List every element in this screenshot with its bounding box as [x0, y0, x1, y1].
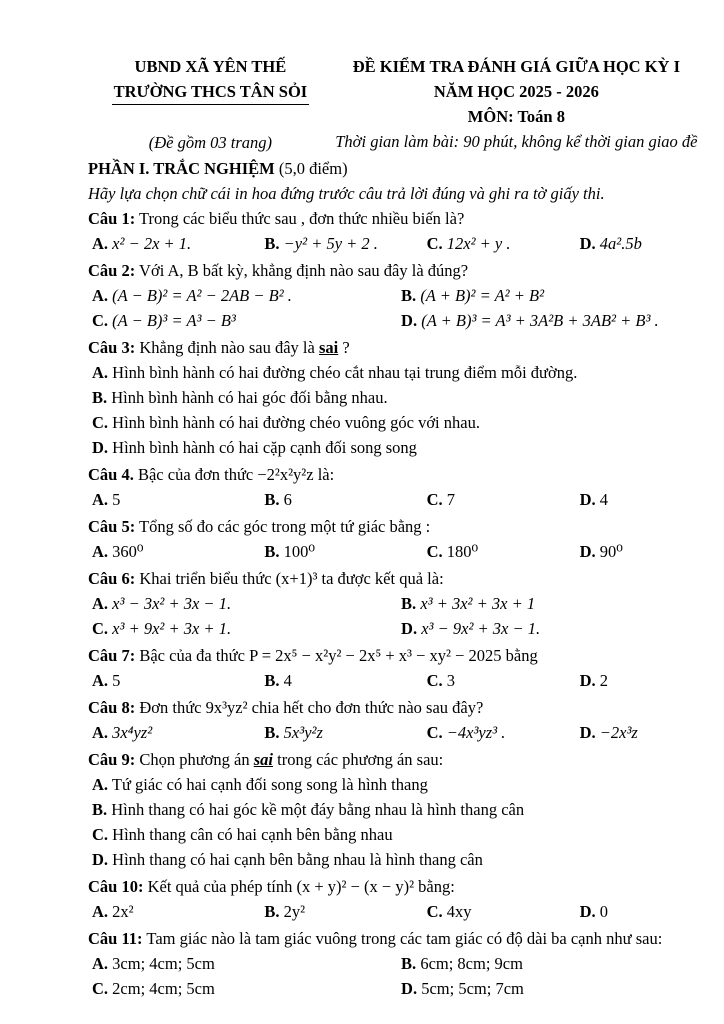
- option-b: [262, 668, 424, 693]
- option-text: 2x²: [112, 902, 134, 921]
- option-c: [425, 668, 578, 693]
- option-text: (A + B)² = A² + B²: [420, 286, 545, 305]
- option-text: 2: [599, 671, 608, 690]
- instruction-line: Hãy lựa chọn chữ cái in hoa đứng trước câu trả lời đúng và ghi ra tờ giấy thi.: [88, 184, 605, 203]
- option-label: C.: [426, 671, 443, 690]
- option-text: 7: [446, 490, 455, 509]
- option-text: 0: [599, 902, 608, 921]
- question-1: [88, 206, 700, 256]
- option-label: D.: [579, 671, 596, 690]
- option-a: [88, 231, 262, 256]
- option-d: [578, 539, 700, 564]
- option-label: C.: [426, 902, 443, 921]
- question-options: [88, 720, 700, 745]
- option-text: 4: [599, 490, 608, 509]
- option-label: A.: [92, 902, 109, 921]
- option-label: B.: [264, 234, 280, 253]
- school-year: NĂM HỌC 2025 - 2026: [433, 82, 599, 101]
- option-text: 5: [112, 671, 121, 690]
- option-c: [425, 539, 578, 564]
- pages-note: (Đề gồm 03 trang): [148, 133, 273, 152]
- option-d: [88, 435, 700, 460]
- question-options: [88, 231, 700, 256]
- question-number: Câu 6:: [88, 569, 136, 588]
- option-a: [88, 668, 262, 693]
- option-text: 360⁰: [112, 542, 144, 561]
- option-label: B.: [401, 954, 417, 973]
- option-d: [88, 847, 700, 872]
- option-c: [88, 616, 397, 641]
- question-line: [88, 514, 700, 539]
- option-c: [88, 976, 397, 1001]
- option-text: 12x² + y .: [446, 234, 511, 253]
- option-label: D.: [579, 902, 596, 921]
- question-number: Câu 9:: [88, 750, 136, 769]
- option-c: [88, 410, 700, 435]
- option-label: B.: [264, 671, 280, 690]
- option-b: [88, 797, 700, 822]
- question-text: Khẳng định nào sau đây là: [139, 338, 319, 357]
- option-label: C.: [92, 311, 109, 330]
- option-label: D.: [92, 438, 109, 457]
- option-text: −2x³z: [599, 723, 638, 742]
- option-label: C.: [92, 619, 109, 638]
- option-label: A.: [92, 775, 109, 794]
- time-note: Thời gian làm bài: 90 phút, không kể thời gian giao đề: [335, 132, 698, 151]
- option-label: B.: [92, 388, 108, 407]
- question-number: Câu 3:: [88, 338, 136, 357]
- question-options: [88, 539, 700, 564]
- question-number: Câu 5:: [88, 517, 136, 536]
- option-c: [88, 308, 397, 333]
- question-line: [88, 206, 700, 231]
- question-line: [88, 335, 700, 360]
- option-d: [578, 231, 700, 256]
- option-a: [88, 591, 397, 616]
- option-text: 6: [283, 490, 292, 509]
- option-c: [425, 487, 578, 512]
- option-label: A.: [92, 594, 109, 613]
- option-d: [578, 899, 700, 924]
- section-heading: [88, 156, 700, 181]
- question-7: [88, 643, 700, 693]
- issuing-authority: UBND XÃ YÊN THẾ: [134, 57, 287, 76]
- question-text: Đơn thức 9x³yz² chia hết cho đơn thức nào sau đây?: [139, 698, 484, 717]
- school-name: TRƯỜNG THCS TÂN SỎI: [112, 79, 310, 105]
- option-b: [397, 283, 700, 308]
- header-left-column: [88, 54, 333, 155]
- option-text: 3cm; 4cm; 5cm: [112, 954, 215, 973]
- option-a: [88, 899, 262, 924]
- question-line: [88, 874, 700, 899]
- option-label: A.: [92, 542, 109, 561]
- document-header: [88, 54, 700, 155]
- option-label: B.: [401, 594, 417, 613]
- option-text: Hình thang có hai góc kề một đáy bằng nhau là hình thang cân: [111, 800, 525, 819]
- question-line: [88, 926, 700, 951]
- question-options: [88, 487, 700, 512]
- option-d: [578, 487, 700, 512]
- option-label: A.: [92, 363, 109, 382]
- question-options: [88, 283, 700, 333]
- option-b: [262, 720, 424, 745]
- option-text: 5x³y²z: [283, 723, 323, 742]
- option-c: [88, 822, 700, 847]
- question-11: [88, 926, 700, 1001]
- option-text: 4: [283, 671, 292, 690]
- question-text: Trong các biểu thức sau , đơn thức nhiều biến là?: [139, 209, 465, 228]
- question-number: Câu 4.: [88, 465, 134, 484]
- question-6: [88, 566, 700, 641]
- option-text: 5cm; 5cm; 7cm: [421, 979, 524, 998]
- question-8: [88, 695, 700, 745]
- option-label: B.: [264, 723, 280, 742]
- option-text: x³ + 9x² + 3x + 1.: [112, 619, 232, 638]
- option-text: Hình thang có hai cạnh bên bằng nhau là hình thang cân: [112, 850, 483, 869]
- option-label: C.: [92, 979, 109, 998]
- question-text: Chọn phương án: [139, 750, 254, 769]
- option-label: B.: [264, 490, 280, 509]
- option-label: B.: [264, 542, 280, 561]
- question-number: Câu 1:: [88, 209, 136, 228]
- option-text: 5: [112, 490, 121, 509]
- question-3: [88, 335, 700, 460]
- option-text: Hình thang cân có hai cạnh bên bằng nhau: [112, 825, 393, 844]
- option-label: D.: [92, 850, 109, 869]
- option-label: C.: [426, 490, 443, 509]
- option-a: [88, 772, 700, 797]
- option-label: A.: [92, 490, 109, 509]
- option-label: B.: [401, 286, 417, 305]
- option-a: [88, 951, 397, 976]
- option-text: (A + B)³ = A³ + 3A²B + 3AB² + B³ .: [421, 311, 659, 330]
- option-d: [397, 308, 700, 333]
- option-d: [578, 720, 700, 745]
- option-text: x³ + 3x² + 3x + 1: [420, 594, 536, 613]
- option-d: [397, 976, 700, 1001]
- option-text: 90⁰: [599, 542, 623, 561]
- question-10: [88, 874, 700, 924]
- option-label: D.: [579, 542, 596, 561]
- question-line: [88, 643, 700, 668]
- question-options: [88, 899, 700, 924]
- question-line: [88, 566, 700, 591]
- questions: [88, 206, 700, 1001]
- option-text: 2y²: [283, 902, 306, 921]
- option-text: Hình bình hành có hai góc đối bằng nhau.: [111, 388, 388, 407]
- question-text: Tam giác nào là tam giác vuông trong các tam giác có độ dài ba cạnh như sau:: [146, 929, 663, 948]
- option-label: A.: [92, 671, 109, 690]
- option-label: A.: [92, 723, 109, 742]
- question-text: Bậc của đơn thức −2²x²y²z là:: [137, 465, 335, 484]
- option-a: [88, 487, 262, 512]
- question-5: [88, 514, 700, 564]
- option-text: Tứ giác có hai cạnh đối song song là hình thang: [111, 775, 428, 794]
- option-b: [397, 591, 700, 616]
- option-label: C.: [426, 723, 443, 742]
- question-text: Kết quả của phép tính (x + y)² − (x − y)² bằng:: [147, 877, 455, 896]
- option-text: Hình bình hành có hai đường chéo cắt nhau tại trung điểm mỗi đường.: [112, 363, 578, 382]
- section-title: PHẦN I. TRẮC NGHIỆM: [88, 159, 275, 178]
- option-b: [397, 951, 700, 976]
- option-d: [578, 668, 700, 693]
- question-text-after: trong các phương án sau:: [272, 750, 444, 769]
- option-text: 3: [446, 671, 455, 690]
- option-label: B.: [264, 902, 280, 921]
- section-points: (5,0 điểm): [278, 159, 348, 178]
- question-number: Câu 2:: [88, 261, 136, 280]
- question-text: Với A, B bất kỳ, khẳng định nào sau đây là đúng?: [139, 261, 469, 280]
- question-options: [88, 591, 700, 641]
- question-text-after: ?: [338, 338, 350, 357]
- option-text: (A − B)³ = A³ − B³: [112, 311, 236, 330]
- option-label: C.: [426, 542, 443, 561]
- option-label: D.: [401, 619, 418, 638]
- question-text: Khai triển biểu thức (x+1)³ ta được kết quả là:: [139, 569, 444, 588]
- option-a: [88, 360, 700, 385]
- question-options: [88, 772, 700, 872]
- option-text: 2cm; 4cm; 5cm: [112, 979, 215, 998]
- option-c: [425, 899, 578, 924]
- option-label: C.: [92, 413, 109, 432]
- option-label: D.: [401, 311, 418, 330]
- option-b: [262, 231, 424, 256]
- question-number: Câu 10:: [88, 877, 144, 896]
- header-spacer: [88, 105, 333, 130]
- option-label: A.: [92, 286, 109, 305]
- question-line: [88, 258, 700, 283]
- option-label: C.: [92, 825, 109, 844]
- question-number: Câu 8:: [88, 698, 136, 717]
- option-text: x³ − 3x² + 3x − 1.: [112, 594, 232, 613]
- option-text: (A − B)² = A² − 2AB − B² .: [112, 286, 292, 305]
- question-number: Câu 11:: [88, 929, 143, 948]
- option-text: x³ − 9x² + 3x − 1.: [421, 619, 541, 638]
- option-text: Hình bình hành có hai đường chéo vuông góc với nhau.: [112, 413, 480, 432]
- option-text: 180⁰: [446, 542, 479, 561]
- question-options: [88, 360, 700, 460]
- option-b: [262, 487, 424, 512]
- question-4: [88, 462, 700, 512]
- question-line: [88, 695, 700, 720]
- option-label: D.: [579, 723, 596, 742]
- option-text: −y² + 5y + 2 .: [283, 234, 378, 253]
- option-label: D.: [401, 979, 418, 998]
- option-label: A.: [92, 234, 109, 253]
- option-text: Hình bình hành có hai cặp cạnh đối song song: [112, 438, 417, 457]
- question-text: Bậc của đa thức P = 2x⁵ − x²y² − 2x⁵ + x³ − xy² − 2025 bằng: [139, 646, 538, 665]
- option-label: D.: [579, 234, 596, 253]
- option-b: [262, 539, 424, 564]
- option-text: 6cm; 8cm; 9cm: [420, 954, 523, 973]
- question-text: Tổng số đo các góc trong một tứ giác bằng :: [139, 517, 431, 536]
- option-text: 100⁰: [283, 542, 316, 561]
- question-line: [88, 747, 700, 772]
- option-c: [425, 720, 578, 745]
- option-b: [88, 385, 700, 410]
- question-2: [88, 258, 700, 333]
- option-text: 3x⁴yz²: [112, 723, 153, 742]
- question-options: [88, 668, 700, 693]
- question-9: [88, 747, 700, 872]
- option-a: [88, 720, 262, 745]
- option-label: A.: [92, 954, 109, 973]
- question-options: [88, 951, 700, 1001]
- option-text: 4xy: [446, 902, 472, 921]
- question-number: Câu 7:: [88, 646, 136, 665]
- option-d: [397, 616, 700, 641]
- option-label: B.: [92, 800, 108, 819]
- question-line: [88, 462, 700, 487]
- option-c: [425, 231, 578, 256]
- option-a: [88, 539, 262, 564]
- header-right-column: [333, 54, 700, 155]
- option-text: 4a².5b: [599, 234, 642, 253]
- question-text-emphasis: sai: [318, 338, 339, 357]
- option-text: x² − 2x + 1.: [112, 234, 192, 253]
- option-text: −4x³yz³ .: [446, 723, 506, 742]
- option-label: D.: [579, 490, 596, 509]
- option-a: [88, 283, 397, 308]
- exam-title: ĐỀ KIỂM TRA ĐÁNH GIÁ GIỮA HỌC KỲ I: [352, 57, 681, 76]
- option-label: C.: [426, 234, 443, 253]
- question-text-emphasis: sai: [253, 750, 273, 769]
- option-b: [262, 899, 424, 924]
- subject-line: MÔN: Toán 8: [467, 107, 565, 126]
